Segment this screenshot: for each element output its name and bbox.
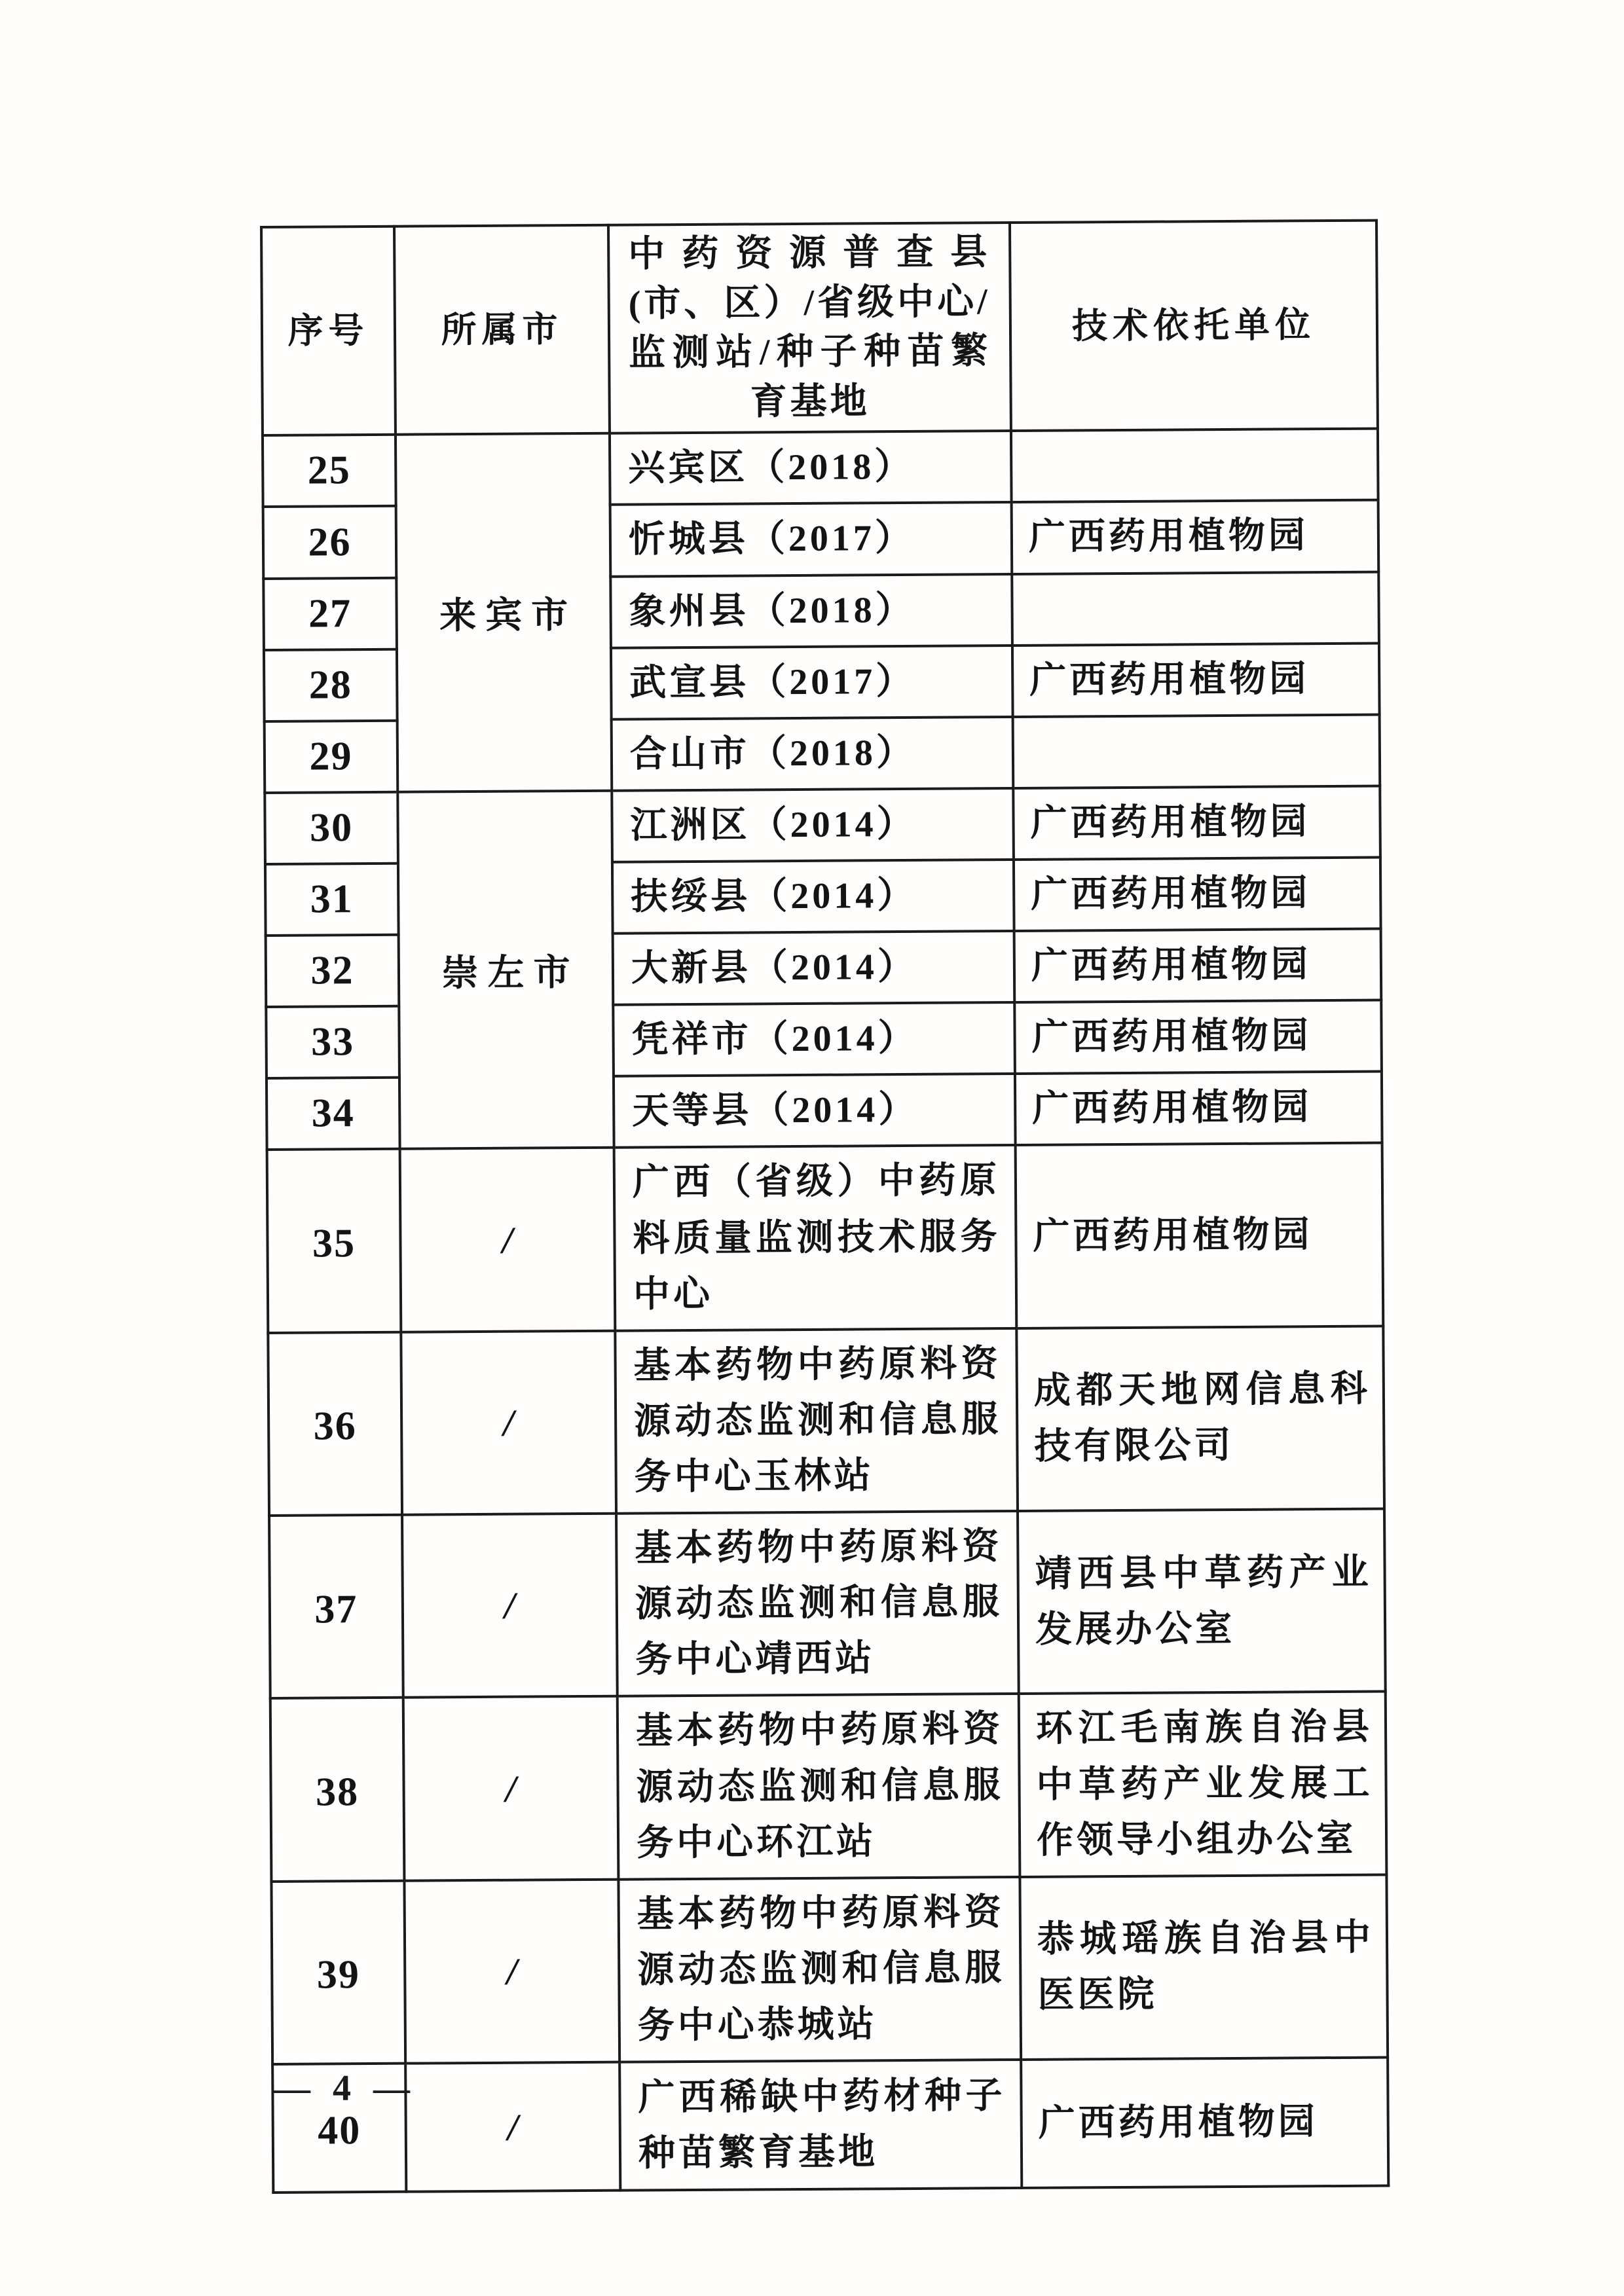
seq-cell: 33 [266,1006,399,1078]
unit-cell: 广西药用植物园 [1014,858,1381,932]
seq-cell: 35 [267,1149,401,1333]
site-cell: 江洲区（2014） [612,788,1014,862]
header-site: 中药资源普查县(市、区）/省级中心/监测站/种子种苗繁育基地 [608,223,1011,433]
city-cell-slash: / [402,1514,618,1698]
site-cell: 基本药物中药原料资源动态监测和信息服务中心靖西站 [616,1511,1019,1696]
site-cell: 基本药物中药原料资源动态监测和信息服务中心环江站 [618,1694,1020,1879]
header-seq: 序号 [261,227,396,436]
site-cell: 大新县（2014） [613,931,1015,1005]
city-cell-chongzuo: 崇左市 [397,791,614,1150]
city-cell-slash: / [404,1879,619,2063]
unit-cell: 环江毛南族自治县中草药产业发展工作领导小组办公室 [1019,1692,1387,1877]
seq-cell: 34 [267,1078,400,1150]
table-row [269,1509,1386,1699]
city-cell-slash: / [403,1696,619,1880]
table-row [265,786,1380,864]
site-cell: 广西稀缺中药材种子种苗繁育基地 [619,2060,1022,2191]
site-cell: 基本药物中药原料资源动态监测和信息服务中心恭城站 [618,1877,1021,2062]
table-row [271,1874,1388,2064]
seq-cell: 39 [271,1880,405,2064]
unit-cell: 广西药用植物园 [1012,643,1380,717]
site-cell: 象州县（2018） [610,574,1012,648]
seq-cell: 37 [269,1515,403,1699]
survey-units-table [260,219,1390,2194]
seq-cell: 36 [268,1332,402,1516]
unit-cell: 广西药用植物园 [1013,786,1380,860]
unit-cell: 广西药用植物园 [1021,2058,1388,2188]
unit-cell: 恭城瑶族自治县中医医院 [1020,1874,1388,2060]
seq-cell: 38 [270,1698,405,1882]
unit-cell: 靖西县中草药产业发展办公室 [1018,1509,1386,1694]
seq-cell: 31 [265,864,399,936]
header-unit: 技术依托单位 [1010,221,1378,431]
unit-cell [1011,429,1378,503]
site-cell: 凭祥市（2014） [613,1002,1015,1076]
unit-cell: 广西药用植物园 [1012,500,1379,574]
city-cell-slash: / [405,2062,620,2192]
site-cell: 天等县（2014） [614,1074,1016,1148]
unit-cell: 广西药用植物园 [1015,1072,1382,1146]
site-cell: 广西（省级）中药原料质量监测技术服务中心 [614,1145,1017,1330]
seq-cell: 28 [264,649,397,721]
site-cell: 合山市（2018） [612,717,1014,791]
unit-cell [1012,572,1379,646]
site-cell: 忻城县（2017） [610,502,1012,576]
city-cell-laibin: 来宾市 [396,433,612,792]
seq-cell: 25 [263,435,396,507]
site-cell: 扶绥县（2014） [612,860,1014,934]
seq-cell: 30 [265,792,398,864]
table-row [270,1692,1387,1882]
seq-cell: 29 [265,721,398,793]
page-number: — 4 — [274,2068,416,2109]
city-cell-slash: / [400,1148,616,1332]
seq-cell: 27 [263,577,397,649]
table-row [268,1326,1384,1516]
site-cell: 基本药物中药原料资源动态监测和信息服务中心玉林站 [615,1328,1018,1514]
table-row [272,2058,1388,2193]
site-cell: 兴宾区（2018） [610,431,1012,505]
table-row [263,429,1378,507]
unit-cell [1013,714,1380,788]
unit-cell: 广西药用植物园 [1016,1143,1384,1328]
unit-cell: 广西药用植物园 [1014,1000,1382,1074]
seq-cell: 32 [266,935,399,1007]
unit-cell: 成都天地网信息科技有限公司 [1016,1326,1384,1511]
seq-cell: 40 [272,2064,406,2193]
site-cell: 武宣县（2017） [611,646,1013,720]
header-city: 所属市 [394,225,610,435]
table-row [267,1143,1384,1333]
city-cell-slash: / [401,1331,616,1515]
seq-cell: 26 [263,506,397,578]
table-header-row [261,221,1378,436]
unit-cell: 广西药用植物园 [1014,929,1382,1003]
